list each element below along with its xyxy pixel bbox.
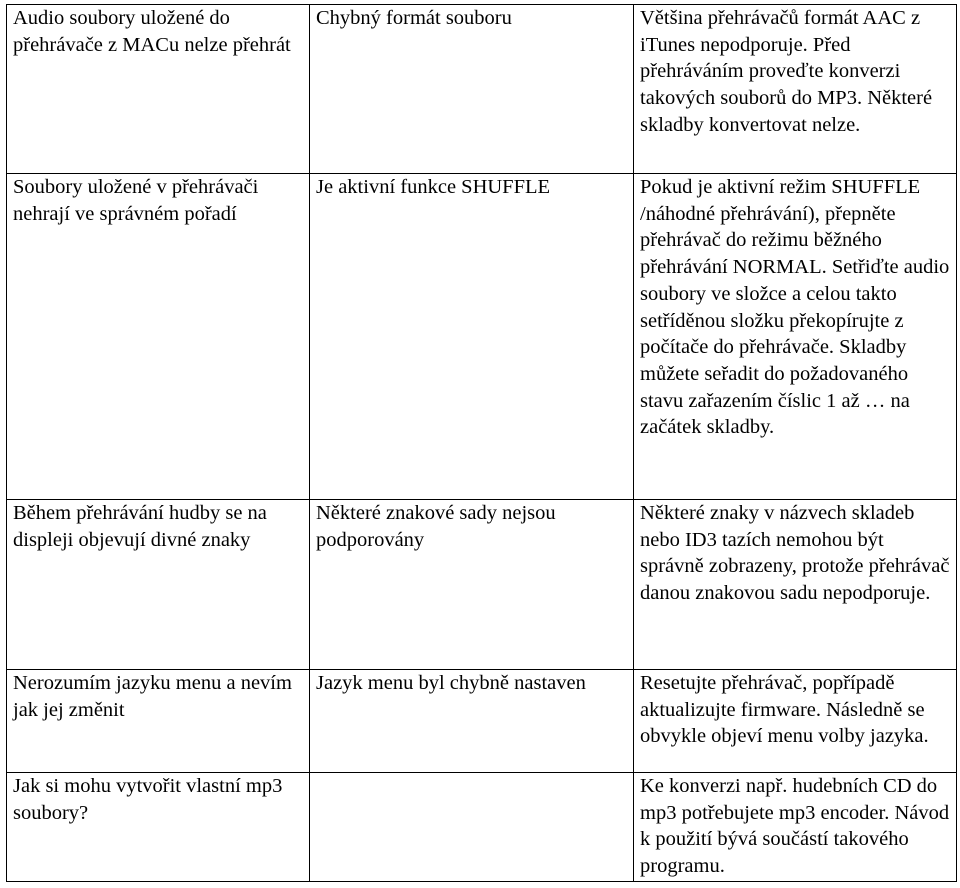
table-row (7, 5, 957, 174)
solution-cell: Resetujte přehrávač, popřípadě aktualizujte firmware. Následně se obvykle objeví menu volby jazyka. (634, 670, 957, 773)
solution-cell: Některé znaky v názvech skladeb nebo ID3 tazích nemohou být správně zobrazeny, protože přehrávač danou znakovou sadu nepodporuje. (634, 500, 957, 670)
table-row (7, 174, 957, 500)
solution-cell: Většina přehrávačů formát AAC z iTunes nepodporuje. Před přehráváním proveďte konverzi takových souborů do MP3. Některé skladby konvertovat nelze. (634, 5, 957, 174)
problem-cell: Během přehrávání hudby se na displeji objevují divné znaky (7, 500, 310, 670)
troubleshooting-table (6, 4, 957, 882)
table-row (7, 670, 957, 773)
problem-cell: Audio soubory uložené do přehrávače z MACu nelze přehrát (7, 5, 310, 174)
table-row (7, 773, 957, 882)
problem-cell: Jak si mohu vytvořit vlastní mp3 soubory? (7, 773, 310, 882)
cause-cell: Jazyk menu byl chybně nastaven (310, 670, 634, 773)
solution-cell: Ke konverzi např. hudebních CD do mp3 potřebujete mp3 encoder. Návod k použití bývá součástí takového programu. (634, 773, 957, 882)
problem-cell: Nerozumím jazyku menu a nevím jak jej změnit (7, 670, 310, 773)
table-row (7, 500, 957, 670)
cause-cell: Je aktivní funkce SHUFFLE (310, 174, 634, 500)
cause-cell: Některé znakové sady nejsou podporovány (310, 500, 634, 670)
solution-cell: Pokud je aktivní režim SHUFFLE /náhodné přehrávání), přepněte přehrávač do režimu běžného přehrávání NORMAL. Setřiďte audio soubory ve složce a celou takto setříděnou složku překopírujte z počítače do přehrávače. Skladby můžete seřadit do požadovaného stavu zařazením číslic 1 až … na začátek skladby. (634, 174, 957, 500)
cause-cell: Chybný formát souboru (310, 5, 634, 174)
problem-cell: Soubory uložené v přehrávači nehrají ve správném pořadí (7, 174, 310, 500)
cause-cell (310, 773, 634, 882)
